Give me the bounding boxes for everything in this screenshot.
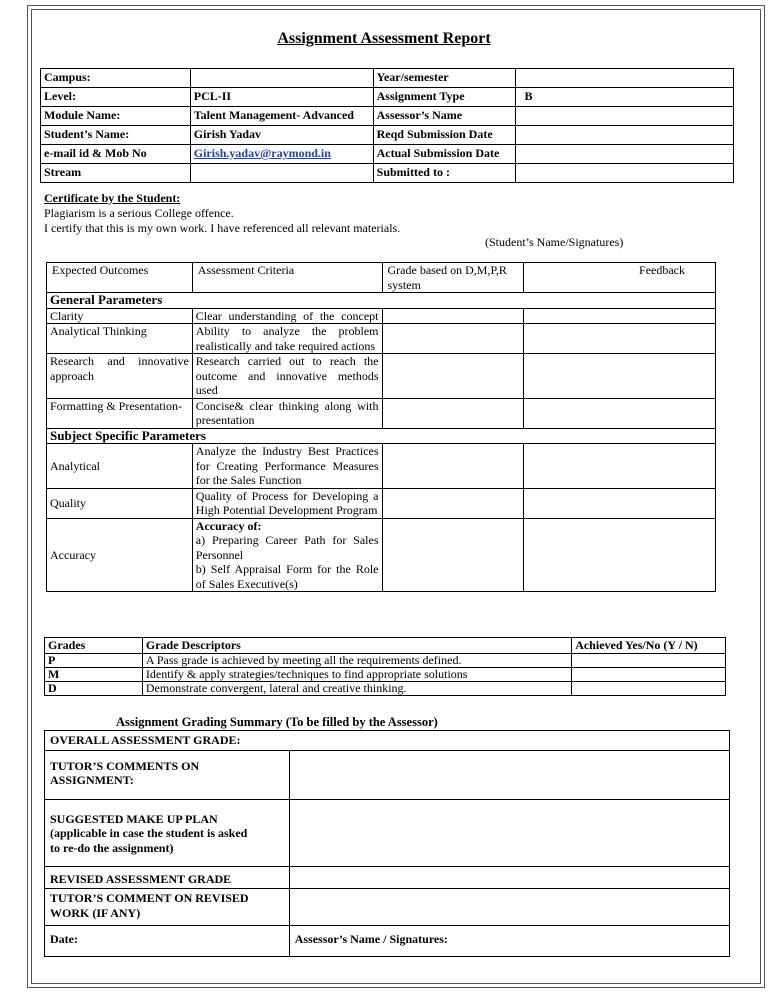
grading-summary-table [44, 730, 730, 957]
info-label: Actual Submission Date [373, 145, 516, 164]
info-value[interactable] [190, 69, 373, 88]
grade-cell[interactable] [382, 488, 524, 518]
feedback-cell[interactable] [524, 324, 716, 354]
feedback-cell[interactable] [524, 444, 716, 489]
table-row [45, 653, 726, 667]
table-row [47, 518, 716, 592]
makeup-plan-field[interactable] [289, 799, 729, 866]
outcome-cell: Analytical [47, 444, 193, 489]
revised-comment-line: WORK (IF ANY) [50, 905, 141, 920]
info-value[interactable] [516, 145, 734, 164]
date-label: Date: [45, 926, 290, 957]
info-label: Year/semester [373, 69, 516, 88]
feedback-cell[interactable] [524, 354, 716, 399]
outcomes-table [46, 262, 716, 592]
table-row [47, 488, 716, 518]
grade-letter: D [45, 681, 143, 695]
table-row [45, 731, 730, 751]
certificate-line: I certify that this is my own work. I have referenced all relevant materials. [44, 221, 401, 235]
revised-comment-field[interactable] [289, 889, 729, 926]
info-value[interactable] [190, 164, 373, 183]
info-label: e-mail id & Mob No [41, 145, 191, 164]
table-row [45, 866, 730, 889]
achieved-cell[interactable] [572, 667, 726, 681]
criteria-cell: Clear understanding of the concept [192, 308, 382, 324]
revised-comment-label [45, 889, 290, 926]
info-value[interactable]: Talent Management- Advanced [190, 107, 373, 126]
makeup-line: to re-do the assignment) [50, 840, 174, 855]
outcome-cell: Quality [47, 488, 193, 518]
table-row [47, 354, 716, 399]
info-label: Stream [41, 164, 191, 183]
student-certificate [44, 191, 644, 236]
table-header-row [47, 263, 716, 293]
info-label: Submitted to : [373, 164, 516, 183]
feedback-cell[interactable] [524, 308, 716, 324]
table-row [45, 750, 730, 799]
certificate-line: Plagiarism is a serious College offence. [44, 206, 234, 220]
achieved-cell[interactable] [572, 681, 726, 695]
table-row [45, 681, 726, 695]
section-general-parameters: General Parameters [47, 293, 716, 309]
revised-comment-line: TUTOR’S COMMENT ON REVISED [50, 891, 249, 905]
grade-cell[interactable] [382, 308, 524, 324]
criteria-cell: Ability to analyze the problem realistically and take required actions [192, 324, 382, 354]
info-row-email [41, 145, 734, 164]
criteria-cell: Research carried out to reach the outcome and innovative methods used [192, 354, 382, 399]
criteria-item: a) Preparing Career Path for Sales Personnel [195, 533, 379, 562]
table-header-row [45, 638, 726, 654]
grade-cell[interactable] [382, 354, 524, 399]
criteria-title: Accuracy of: [195, 518, 262, 533]
criteria-cell: Concise& clear thinking along with presentation [192, 398, 382, 428]
achieved-cell[interactable] [572, 653, 726, 667]
info-row-stream [41, 164, 734, 183]
assessor-signature-label: Assessor’s Name / Signatures: [289, 926, 729, 957]
outcome-cell: Research and innovative approach [47, 354, 193, 399]
header-expected-outcomes: Expected Outcomes [47, 263, 193, 293]
info-value[interactable]: B [516, 88, 734, 107]
makeup-plan-label [45, 799, 290, 866]
info-value[interactable]: Girish Yadav [190, 126, 373, 145]
overall-grade-label: OVERALL ASSESSMENT GRADE: [45, 731, 730, 751]
table-row [45, 667, 726, 681]
criteria-cell: Analyze the Industry Best Practices for Creating Performance Measures for the Sales Function [192, 444, 382, 489]
grade-cell[interactable] [382, 444, 524, 489]
info-row-student [41, 126, 734, 145]
criteria-cell [192, 518, 382, 592]
header-feedback: Feedback [524, 263, 716, 293]
info-label: Reqd Submission Date [373, 126, 516, 145]
info-value[interactable] [516, 69, 734, 88]
grade-descriptor: Identify & apply strategies/techniques to find appropriate solutions [142, 667, 571, 681]
section-subject-specific-parameters: Subject Specific Parameters [47, 428, 716, 444]
outcome-cell: Analytical Thinking [47, 324, 193, 354]
info-label: Module Name: [41, 107, 191, 126]
table-row [45, 889, 730, 926]
table-row [47, 324, 716, 354]
feedback-cell[interactable] [524, 488, 716, 518]
table-row [45, 799, 730, 866]
info-label: Student’s Name: [41, 126, 191, 145]
info-row-level [41, 88, 734, 107]
info-label: Assignment Type [373, 88, 516, 107]
outcome-cell: Accuracy [47, 518, 193, 592]
grade-cell[interactable] [382, 324, 524, 354]
criteria-cell: Quality of Process for Developing a High Potential Development Program [192, 488, 382, 518]
info-label: Level: [41, 88, 191, 107]
grade-cell[interactable] [382, 398, 524, 428]
table-row [45, 926, 730, 957]
header-grade-descriptors: Grade Descriptors [142, 638, 571, 654]
grade-cell[interactable] [382, 518, 524, 592]
student-signature: (Student’s Name/Signatures) [485, 235, 624, 249]
email-link[interactable]: Girish.yadav@raymond.in [193, 146, 331, 160]
revised-grade-label: REVISED ASSESSMENT GRADE [45, 866, 290, 889]
outcome-cell: Formatting & Presentation- [47, 398, 193, 428]
table-row [47, 398, 716, 428]
revised-grade-field[interactable] [289, 866, 729, 889]
student-info-table [40, 68, 734, 183]
grade-letter: P [45, 653, 143, 667]
info-value[interactable] [516, 164, 734, 183]
header-grade-system: Grade based on D,M,P,R system [382, 263, 524, 293]
makeup-line: SUGGESTED MAKE UP PLAN [50, 811, 218, 826]
grading-summary-title: Assignment Grading Summary (To be filled by the Assessor) [116, 715, 438, 729]
grade-descriptor: Demonstrate convergent, lateral and creative thinking. [142, 681, 571, 695]
makeup-line: (applicable in case the student is asked [50, 826, 248, 840]
info-label: Assessor’s Name [373, 107, 516, 126]
certificate-heading: Certificate by the Student: [44, 191, 181, 205]
grade-letter: M [45, 667, 143, 681]
header-achieved: Achieved Yes/No (Y / N) [572, 638, 726, 654]
info-row-module [41, 107, 734, 126]
report-title: Assignment Assessment Report [277, 30, 491, 47]
tutor-comments-label: TUTOR’S COMMENTS ON ASSIGNMENT: [45, 750, 290, 799]
table-row [47, 308, 716, 324]
grades-table [44, 637, 726, 696]
info-value[interactable] [516, 126, 734, 145]
header-assessment-criteria: Assessment Criteria [192, 263, 382, 293]
header-grades: Grades [45, 638, 143, 654]
info-label: Campus: [41, 69, 191, 88]
outcome-cell: Clarity [47, 308, 193, 324]
grade-descriptor: A Pass grade is achieved by meeting all the requirements defined. [142, 653, 571, 667]
tutor-comments-field[interactable] [289, 750, 729, 799]
feedback-cell[interactable] [524, 518, 716, 592]
feedback-cell[interactable] [524, 398, 716, 428]
info-value[interactable] [516, 107, 734, 126]
info-value[interactable]: PCL-II [190, 88, 373, 107]
criteria-item: b) Self Appraisal Form for the Role of Sales Executive(s) [195, 562, 379, 591]
table-row [47, 444, 716, 489]
info-row-campus [41, 69, 734, 88]
